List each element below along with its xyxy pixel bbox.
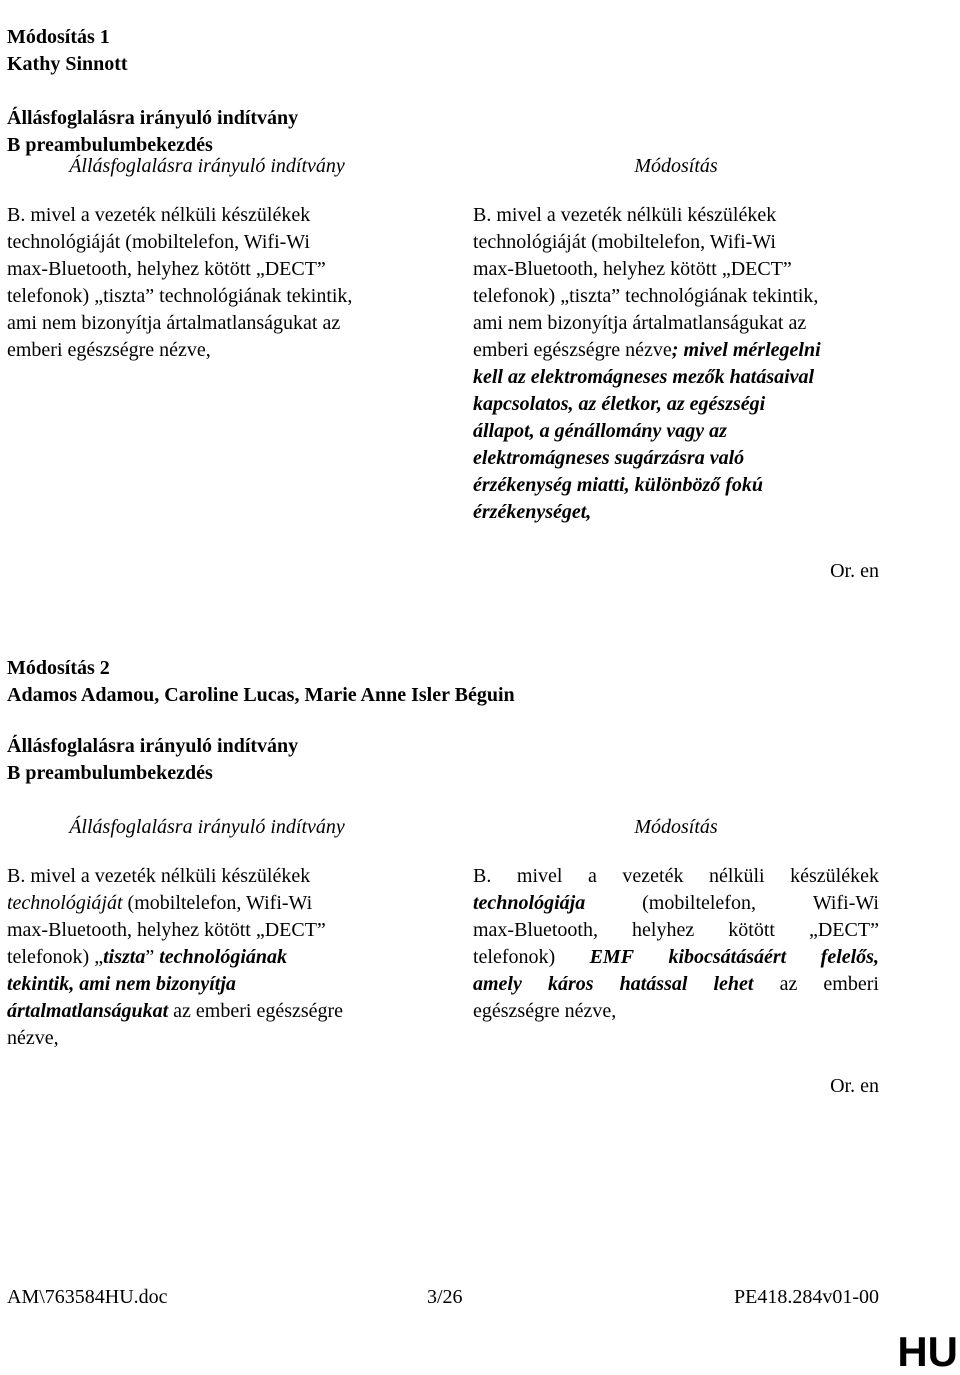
text-added-line: elektromágneses sugárzásra való (473, 447, 745, 469)
text-added-line: kell az elektromágneses mezők hatásaival (473, 366, 815, 388)
text-plain: ” (145, 946, 160, 968)
amendment-section: B preambulumbekezdés (7, 762, 213, 784)
pe-reference: PE418.284v01-00 (734, 1286, 879, 1308)
text-added: lehet (713, 973, 754, 995)
text-line (473, 944, 879, 971)
text-line: technológiáját (mobiltelefon, Wifi-Wi (473, 231, 776, 253)
text-plain: emberi egészségre nézve (473, 339, 672, 361)
text-line (473, 971, 879, 998)
text-line: B. mivel a vezeték nélküli készülékek (7, 865, 311, 887)
amended-text (473, 202, 879, 526)
text-line (7, 890, 407, 917)
text-line: telefonok) „tiszta” technológiának tekintik, (473, 285, 819, 307)
word: „DECT” (808, 919, 879, 941)
text-added: felelős, (820, 946, 879, 968)
amendment-doc-type: Állásfoglalásra irányuló indítvány (7, 735, 299, 757)
text-added: technológiája (473, 892, 586, 914)
page-footer (7, 1284, 879, 1311)
amendment-authors: Adamos Adamou, Caroline Lucas, Marie Anne Isler Béguin (7, 684, 515, 706)
language-code: HU (897, 1328, 958, 1375)
text-line: max-Bluetooth, helyhez kötött „DECT” (473, 258, 792, 280)
text-plain: az emberi egészségre (168, 1000, 344, 1022)
text-added: ; mivel mérlegelni (671, 339, 821, 361)
text-added-line: érzékenységet, (473, 501, 592, 523)
text-deleted: technológiáját (7, 892, 123, 914)
text-deleted-line: tekintik, ami nem bizonyítja (7, 973, 236, 995)
text-deleted: technológiának (159, 946, 288, 968)
word: nélküli (709, 865, 765, 887)
amendment-number: Módosítás 2 (7, 657, 110, 679)
left-column-title: Állásfoglalásra irányuló indítvány (69, 155, 345, 177)
text-line (473, 917, 879, 944)
right-column-title: Módosítás (634, 155, 718, 177)
text-deleted: ártalmatlanságukat (7, 1000, 169, 1022)
text-line (473, 890, 879, 917)
amendment-1-header (7, 24, 298, 159)
amendment-doc-type: Állásfoglalásra irányuló indítvány (7, 107, 299, 129)
text-line: B. mivel a vezeték nélküli készülékek (7, 204, 311, 226)
word: vezeték (622, 865, 684, 887)
word: emberi (823, 973, 879, 995)
text-plain: telefonok) „ (7, 946, 104, 968)
text-deleted: tiszta (103, 946, 146, 968)
amendment-section: B preambulumbekezdés (7, 134, 213, 156)
text-line (473, 337, 879, 364)
word: kötött (728, 919, 775, 941)
text-line: max-Bluetooth, helyhez kötött „DECT” (7, 258, 326, 280)
word: telefonok) (473, 946, 556, 968)
text-line: emberi egészségre nézve, (7, 339, 211, 361)
amendment-2-header (7, 655, 515, 787)
amendment-authors: Kathy Sinnott (7, 53, 128, 75)
word: az (779, 973, 798, 995)
text-line (7, 944, 407, 971)
text-line: telefonok) „tiszta” technológiának tekintik, (7, 285, 353, 307)
amendment-number: Módosítás 1 (7, 26, 110, 48)
text-plain: (mobiltelefon, Wifi-Wi (122, 892, 313, 914)
left-column-title: Állásfoglalásra irányuló indítvány (69, 816, 345, 838)
page-number: 3/26 (427, 1286, 463, 1308)
original-language: Or. en (830, 1075, 879, 1097)
word: készülékek (790, 865, 879, 887)
text-line (473, 863, 879, 890)
original-language: Or. en (830, 560, 879, 582)
word: (mobiltelefon, (642, 892, 756, 914)
text-added: hatással (619, 973, 688, 995)
word: B. (473, 865, 492, 887)
word: mivel (516, 865, 563, 887)
text-added-line: érzékenység miatti, különböző fokú (473, 474, 764, 496)
text-added-line: kapcsolatos, az életkor, az egészségi (473, 393, 766, 415)
text-line: egészségre nézve, (473, 1000, 617, 1022)
word: helyhez (632, 919, 695, 941)
right-column-title: Módosítás (634, 816, 718, 838)
word: Wifi-Wi (812, 892, 879, 914)
text-added-line: állapot, a génállomány vagy az (473, 420, 727, 442)
original-text (7, 202, 407, 364)
text-added: kibocsátásáért (668, 946, 787, 968)
text-line (7, 998, 407, 1025)
text-line: ami nem bizonyítja ártalmatlanságukat az (7, 312, 341, 334)
text-added: amely (473, 973, 522, 995)
amended-text (473, 863, 879, 1025)
text-added: EMF (589, 946, 635, 968)
text-line: technológiáját (mobiltelefon, Wifi-Wi (7, 231, 310, 253)
text-added: káros (547, 973, 594, 995)
doc-reference: AM\763584HU.doc (7, 1286, 168, 1308)
text-line: ami nem bizonyítja ártalmatlanságukat az (473, 312, 807, 334)
word: a (587, 865, 597, 887)
text-line: max-Bluetooth, helyhez kötött „DECT” (7, 919, 326, 941)
word: max-Bluetooth, (473, 919, 598, 941)
original-text (7, 863, 407, 1052)
text-line: nézve, (7, 1027, 59, 1049)
text-line: B. mivel a vezeték nélküli készülékek (473, 204, 777, 226)
